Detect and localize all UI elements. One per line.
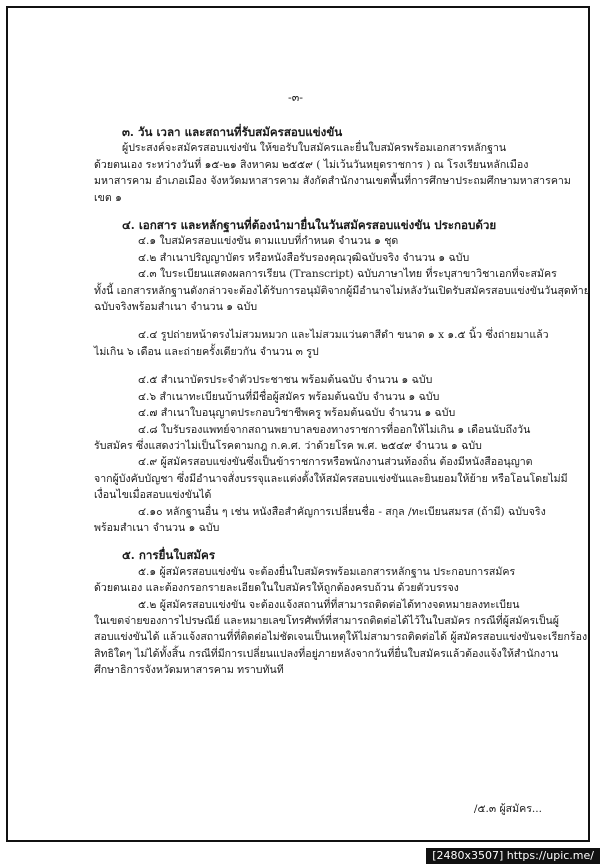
document-body [94,124,590,679]
body-line: ๔.๘ ใบรับรองแพทย์จากสถานพยาบาลของทางราชการที่ออกให้ไม่เกิน ๑ เดือนนับถึงวัน [138,423,531,436]
section-spacer [94,536,534,547]
body-line: ๕.๒ ผู้สมัครสอบแข่งขัน จะต้องแจ้งสถานที่ที่สามารถติดต่อได้ทางจดหมายลงทะเบียน [138,598,520,611]
body-line: ผู้ประสงค์จะสมัครสอบแข่งขัน ให้ขอรับใบสมัครและยื่นใบสมัครพร้อมเอกสารหลักฐาน [122,142,507,155]
body-line: เขต ๑ [94,191,122,204]
body-line: สอบแข่งขันได้ แล้วแจ้งสถานที่ที่ติดต่อไม่ชัดเจนเป็นเหตุให้ไม่สามารถติดต่อได้ ผู้สมัครสอบแข่งขันจะเรียกร้อง [94,631,588,644]
body-line: ไม่เกิน ๖ เดือน และถ่ายครั้งเดียวกัน จำนวน ๓ รูป [94,345,319,358]
body-line: ๔.๙ ผู้สมัครสอบแข่งขันซึ่งเป็นข้าราชการหรือพนักงานส่วนท้องถิ่น ต้องมีหนังสืออนุญาต [138,456,533,469]
body-line: มหาสารคาม อำเภอเมือง จังหวัดมหาสารคาม สังกัดสำนักงานเขตพื้นที่การศึกษาประถมศึกษามหาสารคาม [94,175,571,188]
body-line: ๔.๒ สำเนาปริญญาบัตร หรือหนังสือรับรองคุณวุฒิฉบับจริง จำนวน ๑ ฉบับ [138,251,470,264]
body-line: ๔.๑๐ หลักฐานอื่น ๆ เช่น หนังสือสำคัญการเปลี่ยนชื่อ - สกุล /ทะเบียนสมรส (ถ้ามี) ฉบับจริง [138,505,546,518]
body-line: เงื่อนไขเมื่อสอบแข่งขันได้ [94,489,212,502]
body-line: สิทธิใดๆ ไม่ได้ทั้งสิ้น กรณีที่มีการเปลี่ยนแปลงที่อยู่ภายหลังจากวันที่ยื่นใบสมัครแล้วต้องแจ้งให้สำนักงาน [94,647,559,660]
page-number: -๓- [288,91,303,104]
body-line: ด้วยตนเอง และต้องกรอกรายละเอียดในใบสมัครให้ถูกต้องครบถ้วน ด้วยตัวบรรจง [94,582,459,595]
section-heading: ๕. การยื่นใบสมัคร [122,548,216,563]
body-line: ศึกษาธิการจังหวัดมหาสารคาม ทราบทันที [94,664,284,677]
section-spacer [94,206,534,217]
body-line: รับสมัคร ซึ่งแสดงว่าไม่เป็นโรคตามกฎ ก.ค.ศ. ว่าด้วยโรค พ.ศ. ๒๕๔๙ จำนวน ๑ ฉบับ [94,439,482,452]
paragraph-spacer [94,315,534,327]
section-heading: ๔. เอกสาร และหลักฐานที่ต้องนำมายื่นในวันสมัครสอบแข่งขัน ประกอบด้วย [122,218,497,233]
body-line: ๔.๖ สำเนาทะเบียนบ้านที่มีชื่อผู้สมัคร พร้อมต้นฉบับ จำนวน ๑ ฉบับ [138,390,440,403]
body-line: ๔.๔ รูปถ่ายหน้าตรงไม่สวมหมวก และไม่สวมแว่นตาสีดำ ขนาด ๑ x ๑.๕ นิ้ว ซึ่งถ่ายมาแล้ว [138,329,549,342]
body-line: ๔.๕ สำเนาบัตรประจำตัวประชาชน พร้อมต้นฉบับ จำนวน ๑ ฉบับ [138,374,433,387]
body-line: ๕.๑ ผู้สมัครสอบแข่งขัน จะต้องยื่นใบสมัครพร้อมเอกสารหลักฐาน ประกอบการสมัคร [138,565,516,578]
body-line: พร้อมสำเนา จำนวน ๑ ฉบับ [94,521,220,534]
body-line: ๔.๓ ใบระเบียนแสดงผลการเรียน (Transcript) ฉบับภาษาไทย ที่ระบุสาขาวิชาเอกที่จะสมัคร [138,268,557,281]
body-line: จากผู้บังคับบัญชา ซึ่งมีอำนาจสั่งบรรจุและแต่งตั้งให้สมัครสอบแข่งขันและยินยอมให้ย้าย หรือโอนโดยไม่มี [94,472,568,485]
image-size-watermark[interactable]: [2480x3507] https://upic.me/ [426,848,600,864]
section-heading: ๓. วัน เวลา และสถานที่รับสมัครสอบแข่งขัน [122,125,343,139]
body-line: ฉบับจริงพร้อมสำเนา จำนวน ๑ ฉบับ [94,301,258,314]
next-page-reference: /๕.๓ ผู้สมัคร... [473,803,542,815]
body-line: ๔.๗ สำเนาใบอนุญาตประกอบวิชาชีพครู พร้อมต้นฉบับ จำนวน ๑ ฉบับ [138,407,456,420]
body-line: ๔.๑ ใบสมัครสอบแข่งขัน ตามแบบที่กำหนด จำนวน ๑ ชุด [138,235,399,248]
paragraph-spacer [94,360,534,372]
body-line: ในเขตจ่ายของการไปรษณีย์ และหมายเลขโทรศัพท์ที่สามารถติดต่อได้ไว้ในใบสมัคร กรณีที่ผู้สมัครเป็นผู้ [94,614,559,627]
body-line: ทั้งนี้ เอกสารหลักฐานดังกล่าวจะต้องได้รับการอนุมัติจากผู้มีอำนาจไม่หลังวันเปิดรับสมัครสอบแข่งขันวันสุดท้าย [94,284,590,297]
body-line: ด้วยตนเอง ระหว่างวันที่ ๑๕-๒๑ สิงหาคม ๒๕๕๙ ( ไม่เว้นวันหยุดราชการ ) ณ โรงเรียนหลักเมือง [94,158,529,171]
